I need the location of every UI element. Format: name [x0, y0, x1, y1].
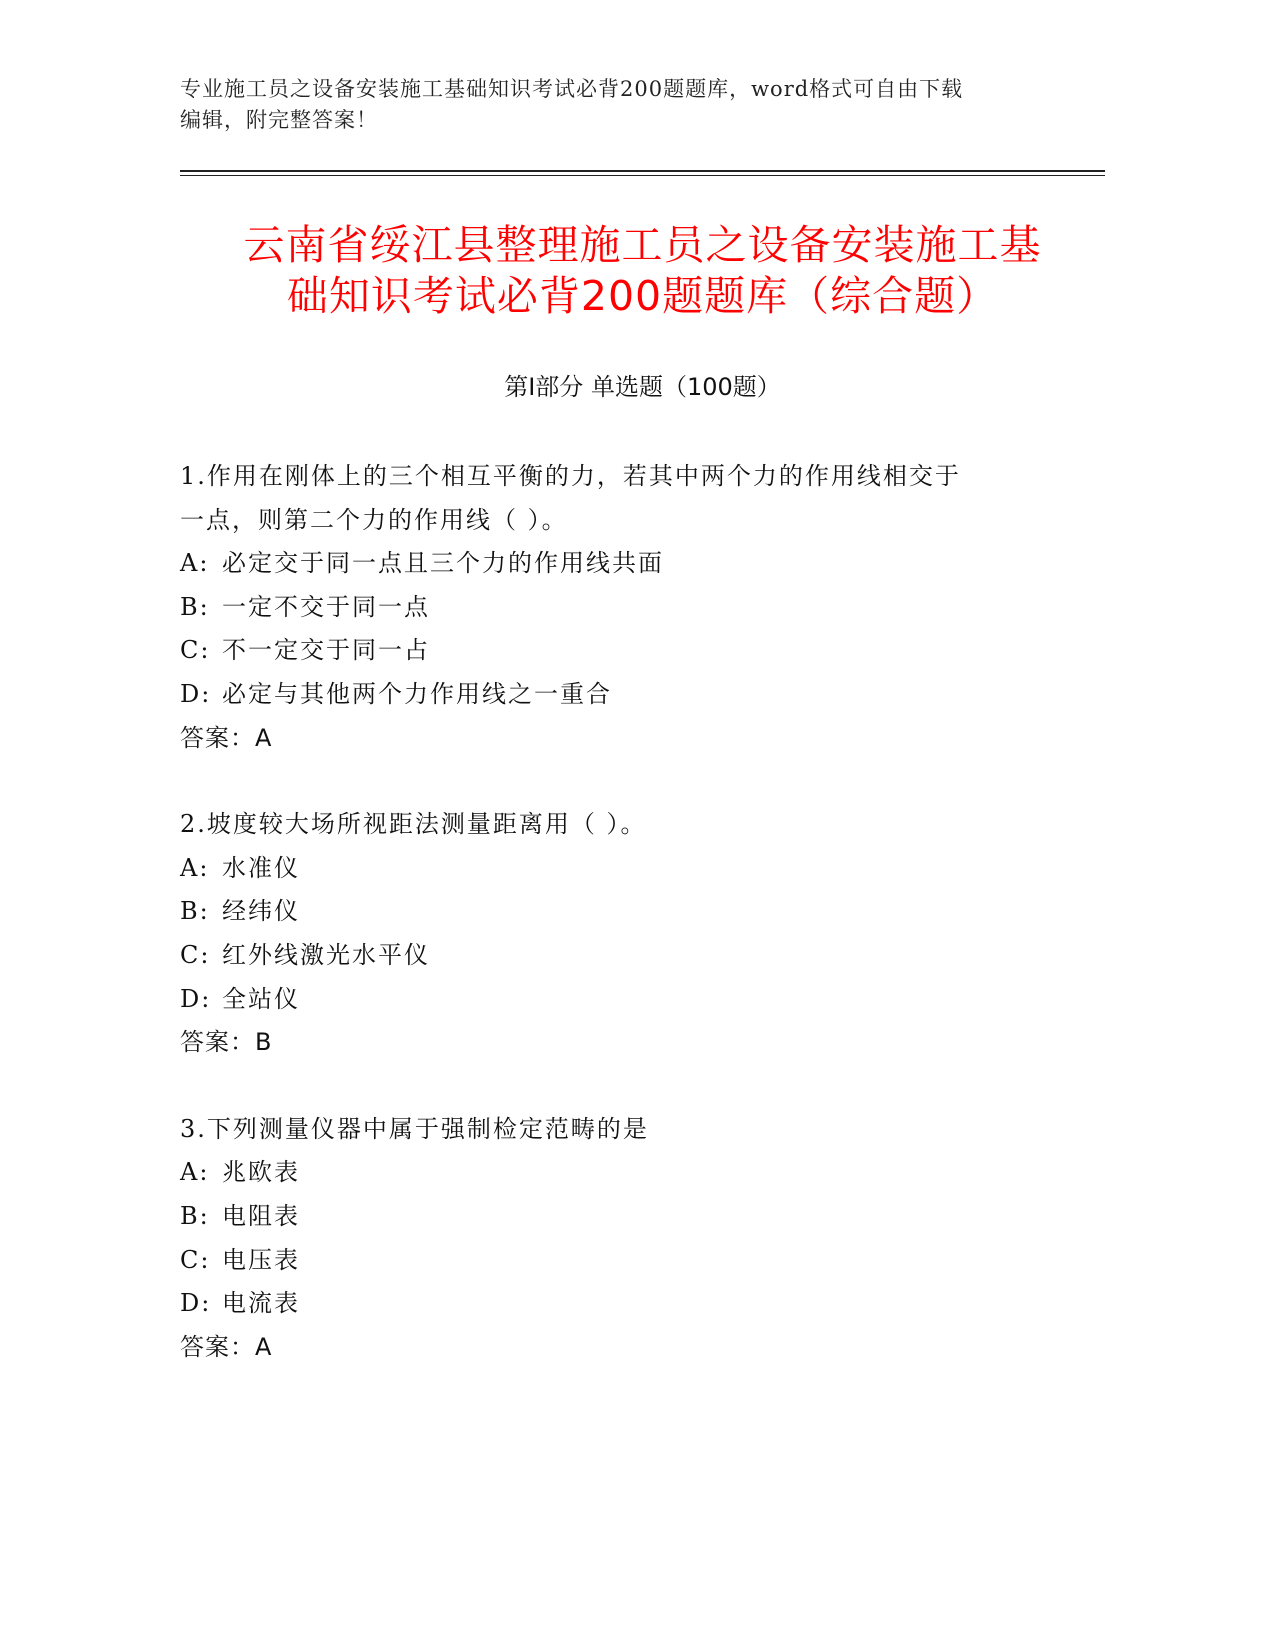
- option-key: C:: [180, 940, 211, 969]
- option-text: 电阻表: [222, 1201, 300, 1230]
- option-key: A:: [180, 853, 210, 882]
- header-note: [180, 74, 1100, 136]
- option-text: 一定不交于同一点: [222, 592, 430, 621]
- question-stem-continued: 一点，则第二个力的作用线（ ）。: [180, 505, 568, 534]
- question-list: [180, 455, 1040, 1412]
- header-divider-thick: [180, 170, 1105, 172]
- option-key: A:: [180, 1158, 210, 1187]
- option-b: [180, 890, 1040, 934]
- header-note-line-1: 专业施工员之设备安装施工基础知识考试必背200题题库，word格式可自由下载: [180, 77, 964, 101]
- option-b: [180, 1195, 1040, 1239]
- section-title: 第Ⅰ部分 单选题（100题）: [504, 373, 781, 401]
- answer: 答案：B: [180, 1028, 273, 1057]
- option-key: B:: [180, 897, 210, 926]
- option-a: [180, 1151, 1040, 1195]
- option-d: [180, 1282, 1040, 1326]
- option-key: C:: [180, 636, 211, 665]
- option-key: D:: [180, 679, 212, 708]
- option-a: [180, 847, 1040, 891]
- option-a: [180, 542, 1040, 586]
- option-c: [180, 629, 1040, 673]
- document-title-line-1: 云南省绥江县整理施工员之设备安装施工基: [243, 221, 1042, 269]
- option-key: D:: [180, 1289, 212, 1318]
- option-text: 水准仪: [222, 853, 300, 882]
- document-title: [180, 220, 1105, 322]
- option-key: A:: [180, 549, 210, 578]
- option-text: 全站仪: [222, 984, 300, 1013]
- option-text: 必定与其他两个力作用线之一重合: [222, 679, 612, 708]
- option-text: 兆欧表: [222, 1158, 300, 1187]
- option-text: 不一定交于同一占: [222, 636, 430, 665]
- option-c: [180, 1239, 1040, 1283]
- option-text: 电流表: [222, 1289, 300, 1318]
- option-c: [180, 934, 1040, 978]
- header-note-line-2: 编辑，附完整答案！: [180, 108, 378, 132]
- option-text: 必定交于同一点且三个力的作用线共面: [222, 549, 664, 578]
- option-text: 红外线激光水平仪: [222, 940, 430, 969]
- answer: 答案：A: [180, 723, 273, 752]
- option-key: B:: [180, 1201, 210, 1230]
- question-3: [180, 1108, 1040, 1370]
- option-text: 电压表: [222, 1245, 300, 1274]
- option-key: B:: [180, 592, 210, 621]
- option-key: D:: [180, 984, 212, 1013]
- option-text: 经纬仪: [222, 897, 300, 926]
- question-stem: 2.坡度较大场所视距法测量距离用（ ）。: [180, 810, 647, 839]
- header-divider-thin: [180, 175, 1105, 176]
- option-d: [180, 673, 1040, 717]
- document-title-line-2: 础知识考试必背200题题库（综合题）: [286, 272, 999, 320]
- option-b: [180, 586, 1040, 630]
- question-stem: 3.下列测量仪器中属于强制检定范畴的是: [180, 1114, 649, 1143]
- option-d: [180, 978, 1040, 1022]
- question-2: [180, 803, 1040, 1065]
- question-1: [180, 455, 1040, 760]
- question-stem: 1.作用在刚体上的三个相互平衡的力，若其中两个力的作用线相交于: [180, 462, 961, 490]
- answer: 答案：A: [180, 1332, 273, 1361]
- option-key: C:: [180, 1245, 211, 1274]
